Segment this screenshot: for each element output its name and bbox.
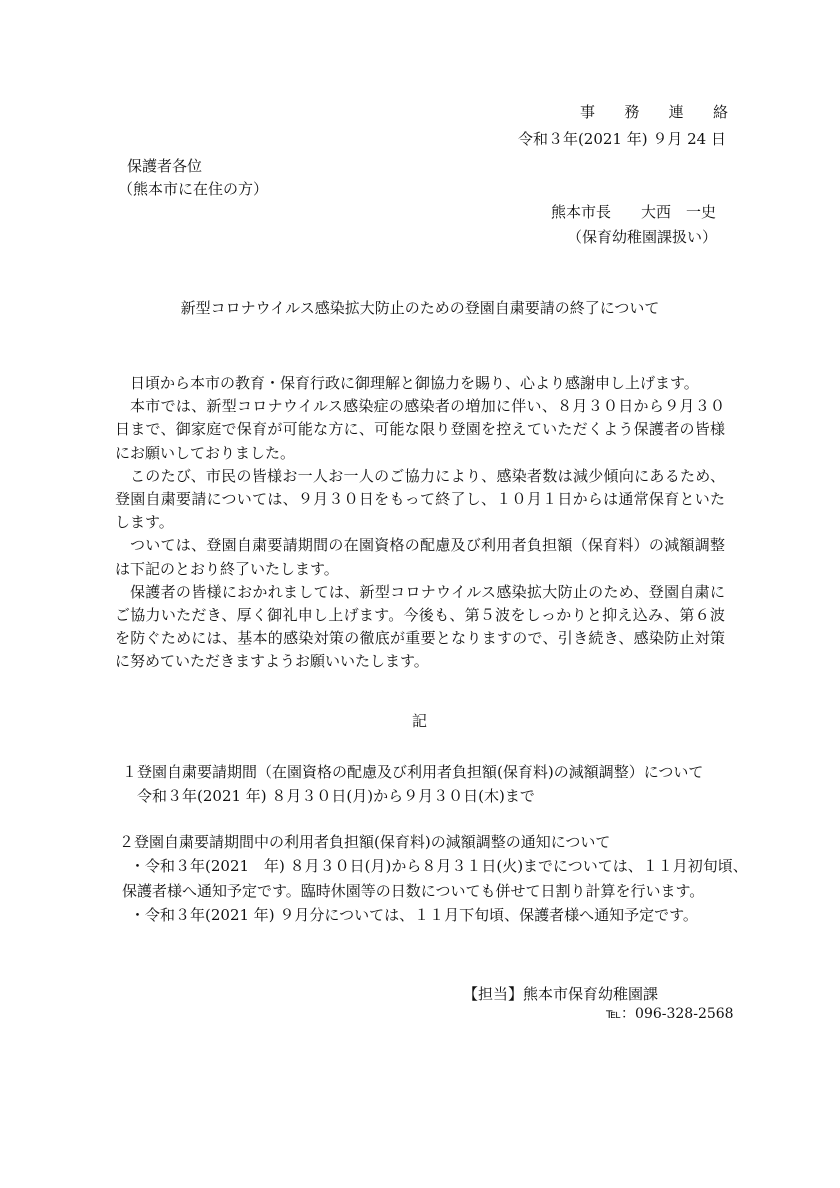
recipient: 保護者各位 xyxy=(127,157,203,175)
body-paragraph: 日頃から本市の教育・保育行政に御理解と御協力を賜り、心より感謝申し上げます。 xyxy=(130,374,699,392)
section-2-bullet: ・令和３年(2021 年) ８月３０日(月)から８月３１日(火)までについては、１１月初旬頃、 xyxy=(130,857,748,875)
doc-type-char: 連 xyxy=(668,103,684,121)
section-2-bullet-continued: 保護者様へ通知予定です。臨時休園等の日数についても併せて日割り計算を行います。 xyxy=(122,882,705,900)
section-1-detail: 令和３年(2021 年) ８月３０日(月)から９月３０日(木)まで xyxy=(137,787,535,805)
ki-heading: 記 xyxy=(412,712,428,730)
body-paragraph: ついては、登園自粛要請期間の在園資格の配慮及び利用者負担額（保育料）の減額調整は下記のとおり終了いたします。 xyxy=(115,536,725,578)
doc-type-char: 事 xyxy=(580,103,596,121)
body-paragraph: 本市では、新型コロナウイルス感染症の感染者の増加に伴い、８月３０日から９月３０日まで、御家庭で保育が可能な方に、可能な限り登園を控えていただくよう保護者の皆様にお願いしておりました。 xyxy=(115,397,725,462)
body-text xyxy=(115,372,725,674)
document-title: 新型コロナウイルス感染拡大防止のための登園自粛要請の終了について xyxy=(180,299,660,317)
sender-department: （保育幼稚園課扱い） xyxy=(567,228,718,246)
section-2-bullet: ・令和３年(2021 年) ９月分については、１１月下旬頃、保護者様へ通知予定です。 xyxy=(130,906,698,924)
contact-department: 【担当】熊本市保育幼稚園課 xyxy=(463,985,659,1003)
issue-date: 令和３年(2021 年) ９月 24 日 xyxy=(517,130,726,148)
contact-phone: ℡：096-328-2568 xyxy=(606,1006,734,1022)
document-type xyxy=(580,103,728,121)
recipient-note: （熊本市に在住の方） xyxy=(118,180,269,198)
body-paragraph: 保護者の皆様におかれましては、新型コロナウイルス感染拡大防止のため、登園自粛にご協力いただき、厚く御礼申し上げます。今後も、第５波をしっかりと抑え込み、第６波を防ぐためには、基本的感染対策の徹底が重要となりますので、引き続き、感染防止対策に努めていただきますようお願いいたします。 xyxy=(115,582,725,671)
sender: 熊本市長 大西 一史 xyxy=(551,203,717,221)
body-paragraph: このたび、市民の皆様お一人お一人のご協力により、感染者数は減少傾向にあるため、登園自粛要請については、９月３０日をもって終了し、１０月１日からは通常保育といたします。 xyxy=(115,466,725,532)
doc-type-char: 絡 xyxy=(712,103,728,121)
section-1-heading: １登園自粛要請期間（在園資格の配慮及び利用者負担額(保育料)の減額調整）について xyxy=(122,763,704,781)
section-2-heading: ２登園自粛要請期間中の利用者負担額(保育料)の減額調整の通知について xyxy=(119,833,611,851)
doc-type-char: 務 xyxy=(624,103,640,121)
